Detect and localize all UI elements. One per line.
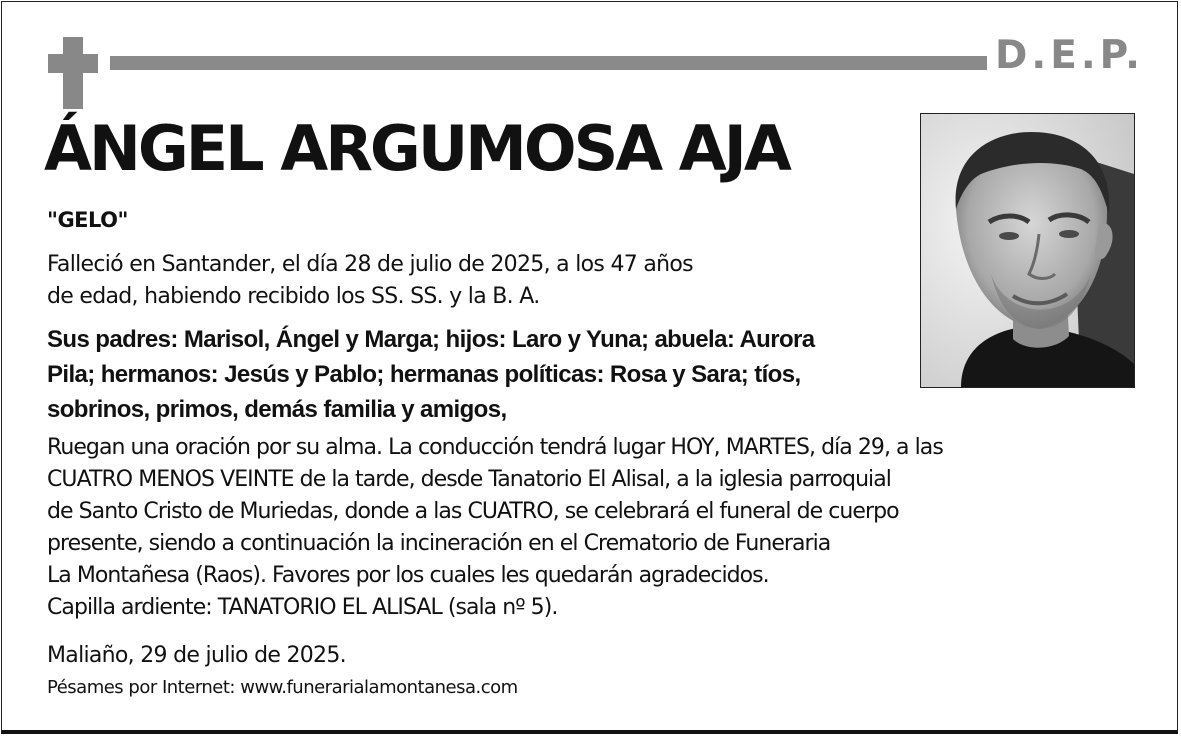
deceased-name: ÁNGEL ARGUMOSA AJA xyxy=(44,112,789,185)
header-rule xyxy=(110,56,987,70)
funeral-details xyxy=(47,432,943,624)
funeral-line: presente, siendo a continuación la incineración en el Crematorio de Funeraria xyxy=(47,531,831,556)
funeral-line: La Montañesa (Raos). Favores por los cuales les quedarán agradecidos. xyxy=(47,563,769,588)
death-notice xyxy=(47,249,693,313)
death-notice-line: de edad, habiendo recibido los SS. SS. y la B. A. xyxy=(47,284,540,309)
family-list xyxy=(47,322,815,427)
funeral-line: CUATRO MENOS VEINTE de la tarde, desde Tanatorio El Alisal, a la iglesia parroquial xyxy=(47,467,891,492)
cross-icon-bar xyxy=(48,54,98,73)
funeral-line: de Santo Cristo de Muriedas, donde a las CUATRO, se celebrará el funeral de cuerpo xyxy=(47,499,899,524)
death-notice-line: Falleció en Santander, el día 28 de julio de 2025, a los 47 años xyxy=(47,252,693,277)
family-line: Sus padres: Marisol, Ángel y Marga; hijos: Laro y Yuna; abuela: Aurora xyxy=(47,326,815,353)
funeral-line: Capilla ardiente: TANATORIO EL ALISAL (sala nº 5). xyxy=(47,595,558,620)
place-date: Maliaño, 29 de julio de 2025. xyxy=(47,643,346,668)
cross-icon xyxy=(63,37,83,109)
dep-label: D.E.P. xyxy=(995,33,1144,78)
funeral-line: Ruegan una oración por su alma. La conducción tendrá lugar HOY, MARTES, día 29, a las xyxy=(47,435,943,460)
family-line: sobrinos, primos, demás familia y amigos, xyxy=(47,396,507,423)
condolences-web[interactable]: Pésames por Internet: www.funerarialamontanesa.com xyxy=(47,677,518,698)
family-line: Pila; hermanos: Jesús y Pablo; hermanas políticas: Rosa y Sara; tíos, xyxy=(47,361,801,388)
portrait-illustration xyxy=(921,114,1134,387)
deceased-nickname: "GELO" xyxy=(47,208,128,232)
portrait-photo xyxy=(920,113,1135,388)
